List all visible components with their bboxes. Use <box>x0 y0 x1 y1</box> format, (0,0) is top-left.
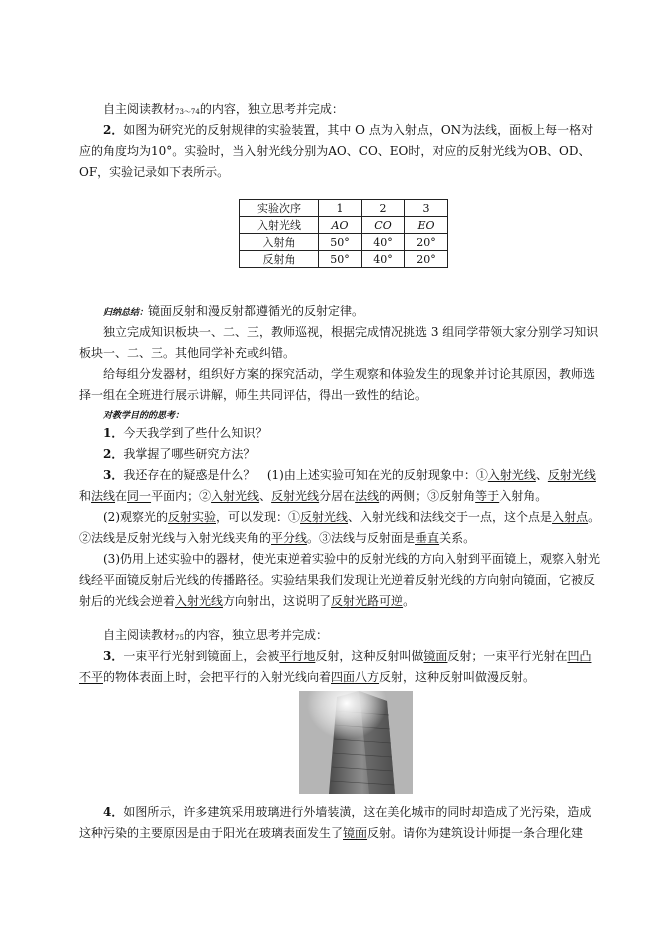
question-4-line-1: 4．如图所示，许多建筑采用玻璃进行外墙装潢，这在美化城市的同时却造成了光污染，造成 <box>103 805 592 819</box>
reading-intro-1: 自主阅读教材73～74的内容，独立思考并完成： <box>103 102 344 116</box>
table-cell: 入射角 <box>240 234 319 251</box>
question-3-line-2: 不平的物体表面上时，会把平行的入射光线向着四面八方反射，这种反射叫做漫反射。 <box>79 670 536 684</box>
building-image <box>299 691 413 794</box>
table-cell: AO <box>319 217 362 234</box>
question-2-line-3: OF，实验记录如下表所示。 <box>79 165 230 179</box>
table-cell: 40° <box>362 234 405 251</box>
table-header-cell: 3 <box>405 200 448 217</box>
table-header-cell: 实验次序 <box>240 200 319 217</box>
glass-building-photo <box>299 691 413 794</box>
activity-line-2: 板块一、二、三。其他同学补充或纠错。 <box>79 346 296 360</box>
reflection-q3: 3．我还存在的疑惑是什么？ (1)由上述实验可知在光的反射现象中：①入射光线、反射光线 <box>103 468 596 482</box>
table-cell: 20° <box>405 251 448 268</box>
table-header-cell: 2 <box>362 200 405 217</box>
answer-line-3: (2)观察光的反射实验，可以发现：①反射光线、入射光线和法线交于一点，这个点是入射点。 <box>103 510 601 524</box>
answer-line-5: (3)仍用上述实验中的器材，使光束逆着实验中的反射光线的方向入射到平面镜上，观察入射光 <box>103 552 601 566</box>
table-cell: CO <box>362 217 405 234</box>
answer-line-7: 射后的光线会逆着入射光线方向射出，这说明了反射光路可逆。 <box>79 594 416 608</box>
question-3-line-1: 3．一束平行光射到镜面上，会被平行地反射，这种反射叫做镜面反射；一束平行光射在凹凸 <box>103 649 592 663</box>
question-2-line-1: 2．如图为研究光的反射规律的实验装置，其中 O 点为入射点，ON为法线，面板上每一格对 <box>103 123 594 137</box>
summary-line: 归纳总结：镜面反射和漫反射都遵循光的反射定律。 <box>103 304 365 318</box>
table-cell: 反射角 <box>240 251 319 268</box>
table-row <box>240 234 448 251</box>
experiment-table <box>239 199 448 268</box>
table-header-row <box>240 200 448 217</box>
reflection-q1: 1．今天我学到了些什么知识？ <box>103 426 268 440</box>
table-cell: 入射光线 <box>240 217 319 234</box>
activity-line-1: 独立完成知识板块一、二、三，教师巡视，根据完成情况挑选 3 组同学带领大家分别学习知识 <box>103 325 599 339</box>
table-row <box>240 251 448 268</box>
reflection-q2: 2．我掌握了哪些研究方法？ <box>103 447 256 461</box>
activity-line-3: 给每组分发器材，组织好方案的探究活动，学生观察和体验发生的现象并讨论其原因，教师选 <box>103 367 596 381</box>
question-4-line-2: 这种污染的主要原因是由于阳光在玻璃表面发生了镜面反射。请你为建筑设计师提一条合理化建 <box>79 826 584 840</box>
answer-line-4: ②法线是反射光线与入射光线夹角的平分线。③法线与反射面是垂直关系。 <box>79 531 476 545</box>
activity-line-4: 择一组在全班进行展示讲解，师生共同评估，得出一致性的结论。 <box>79 388 428 402</box>
answer-line-6: 线经平面镜反射后光线的传播路径。实验结果我们发现让光逆着反射光线的方向射向镜面，它被反 <box>79 573 596 587</box>
table-row <box>240 217 448 234</box>
answer-line-2: 和法线在同一平面内；②入射光线、反射光线分居在法线的两侧；③反射角等于入射角。 <box>79 489 548 503</box>
reflection-label: 对教学目的的思考： <box>103 411 185 421</box>
table-cell: 50° <box>319 234 362 251</box>
table-cell: 50° <box>319 251 362 268</box>
table-header-cell: 1 <box>319 200 362 217</box>
table-cell: 40° <box>362 251 405 268</box>
question-2-line-2: 应的角度均为10°。实验时，当入射光线分别为AO、CO、EO时，对应的反射光线为OB、OD、 <box>79 144 591 158</box>
table-cell: EO <box>405 217 448 234</box>
table-cell: 20° <box>405 234 448 251</box>
reading-intro-2: 自主阅读教材75的内容，独立思考并完成： <box>103 628 328 642</box>
